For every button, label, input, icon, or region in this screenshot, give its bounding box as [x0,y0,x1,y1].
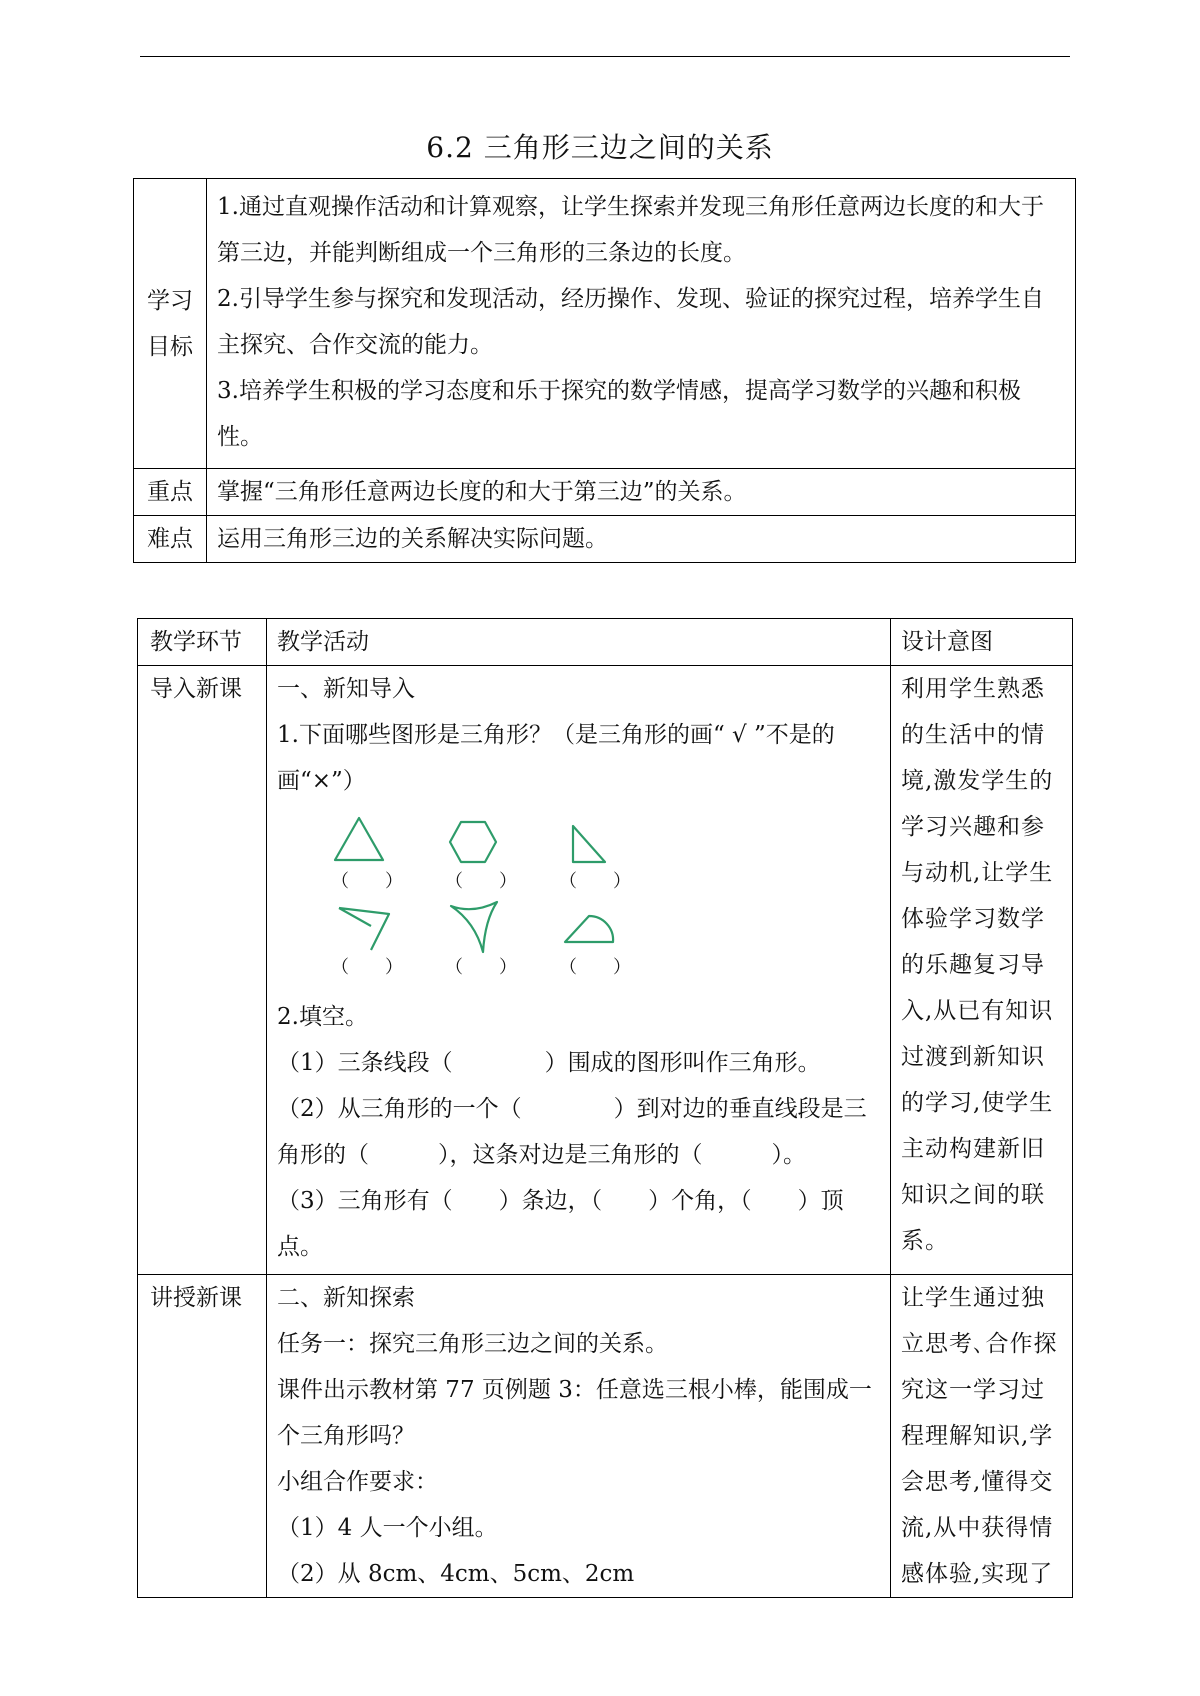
table-row [134,469,1076,516]
requirement-item: （1）4 人一个小组。 [277,1515,498,1541]
key-point-text: 掌握“三角形任意两边长度的和大于第三边”的关系。 [207,469,1076,516]
stage-teach: 讲授新课 [138,1275,267,1598]
table-row [134,516,1076,563]
key-point-label: 重点 [134,469,207,516]
objective-item: 3.培养学生积极的学习态度和乐于探究的数学情感，提高学习数学的兴趣和积极性。 [217,378,1021,450]
difficulty-text: 运用三角形三边的关系解决实际问题。 [207,516,1076,563]
answer-blank: （ ） [559,957,631,978]
objectives-content [207,179,1076,469]
objective-item: 1.通过直观操作活动和计算观察，让学生探索并发现三角形任意两边长度的和大于第三边，并能判断组成一个三角形的三条边的长度。 [217,194,1044,266]
triangle-shape [335,818,383,860]
right-triangle-shape [573,826,605,862]
objective-item: 2.引导学生参与探究和发现活动，经历操作、发现、验证的探究过程，培养学生自主探究、合作交流的能力。 [217,286,1044,358]
answer-blank: （ ） [331,957,403,978]
header-rule [140,56,1070,57]
answer-blank: （ ） [445,871,517,892]
question-1: 1.下面哪些图形是三角形？（是三角形的画“ √ ”不是的画“×”） [277,722,835,794]
label-line: 目标 [147,333,193,360]
section-heading: 一、新知导入 [277,676,415,702]
answer-blank: （ ） [331,871,403,892]
objectives-label [134,179,207,469]
intent-teach: 让学生通过独立思考､合作探究这一学习过程理解知识,学会思考,懂得交流,从中获得情感体验,实现了 [891,1275,1073,1598]
header-activity: 教学活动 [267,619,891,666]
table-row [134,179,1076,469]
table-row [138,666,1073,1275]
hexagon-shape [450,822,496,862]
semicircle-triangle-shape [565,916,613,942]
fill-blank-item: （3）三角形有（ ）条边，（ ）个角，（ ）顶点。 [277,1188,844,1260]
header-intent: 设计意图 [891,619,1073,666]
intent-intro: 利用学生熟悉的生活中的情境,激发学生的学习兴趣和参与动机,让学生体验学习数学的乐趣复习导入,从已有知识过渡到新知识的学习,使学生主动构建新旧知识之间的联系。 [891,666,1073,1275]
group-requirements: 小组合作要求： [277,1469,438,1495]
task-title: 任务一：探究三角形三边之间的关系。 [277,1331,668,1357]
section-heading: 二、新知探索 [277,1285,415,1311]
difficulty-label: 难点 [134,516,207,563]
shape-figures [277,810,880,990]
answer-blank: （ ） [445,957,517,978]
table-header-row [138,619,1073,666]
question-2-title: 2.填空。 [277,1004,368,1030]
process-table [137,618,1073,1598]
requirement-item: （2）从 8cm、4cm、5cm、2cm [277,1561,635,1587]
open-angle-shape [339,908,389,950]
table-row [138,1275,1073,1598]
label-line: 学习 [147,287,193,314]
objectives-table [133,178,1076,563]
activity-teach [267,1275,891,1598]
answer-blank: （ ） [559,871,631,892]
curved-triangle-shape [451,902,497,952]
example-text: 课件出示教材第 77 页例题 3：任意选三根小棒，能围成一个三角形吗？ [277,1377,872,1449]
header-stage: 教学环节 [138,619,267,666]
page-title: 6.2 三角形三边之间的关系 [426,131,774,164]
fill-blank-item: （1）三条线段（ ）围成的图形叫作三角形。 [277,1050,821,1076]
fill-blank-item: （2）从三角形的一个（ ）到对边的垂直线段是三角形的（ ），这条对边是三角形的（ ）。 [277,1096,867,1168]
activity-intro [267,666,891,1275]
stage-intro: 导入新课 [138,666,267,1275]
